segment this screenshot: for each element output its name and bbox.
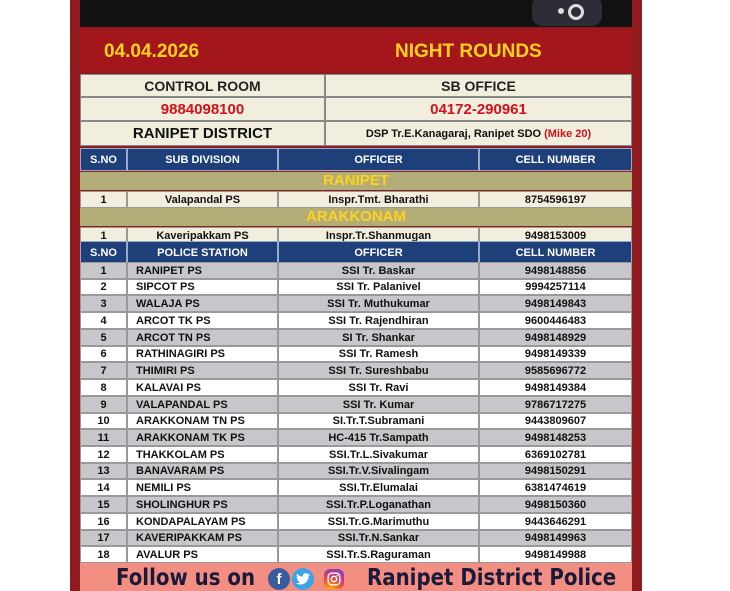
row-officer: SSI.Tr.P.Loganathan	[278, 496, 479, 513]
table-row	[80, 279, 632, 295]
table-row	[80, 329, 632, 346]
table-row	[80, 496, 632, 513]
row-cell-number: 9498149963	[479, 530, 632, 546]
row-cell-number: 9498148253	[479, 429, 632, 446]
row-place: ARCOT TN PS	[127, 329, 278, 346]
row-officer: SSI Tr. Sureshbabu	[278, 362, 479, 379]
table-row	[80, 479, 632, 496]
row-sno: 17	[80, 530, 127, 546]
row-officer: SSI Tr. Palanivel	[278, 279, 479, 295]
row-place: KAVERIPAKKAM PS	[127, 530, 278, 546]
row-officer: SSI Tr. Ravi	[278, 379, 479, 396]
section-title: RANIPET	[80, 172, 632, 190]
row-cell-number: 6369102781	[479, 446, 632, 463]
instagram-icon[interactable]	[324, 569, 344, 589]
table-row	[80, 312, 632, 329]
row-cell-number: 9498153009	[479, 227, 632, 244]
row-cell-number: 9994257114	[479, 279, 632, 295]
control-room-label: CONTROL ROOM	[80, 74, 325, 97]
row-officer: SI Tr. Shankar	[278, 329, 479, 346]
row-place: NEMILI PS	[127, 479, 278, 496]
row-sno: 6	[80, 346, 127, 362]
row-cell-number: 9498149384	[479, 379, 632, 396]
row-officer: SSI Tr. Muthukumar	[278, 295, 479, 312]
row-place: BANAVARAM PS	[127, 463, 278, 479]
column-header: OFFICER	[278, 241, 479, 264]
row-sno: 1	[80, 262, 127, 279]
row-place: WALAJA PS	[127, 295, 278, 312]
row-cell-number: 8754596197	[479, 191, 632, 208]
row-officer: SSI.Tr.L.Sivakumar	[278, 446, 479, 463]
row-sno: 8	[80, 379, 127, 396]
table-row	[80, 379, 632, 396]
contact-labels-row	[80, 74, 632, 97]
column-header: CELL NUMBER	[479, 148, 632, 171]
row-sno: 14	[80, 479, 127, 496]
row-place: SHOLINGHUR PS	[127, 496, 278, 513]
row-place: RANIPET PS	[127, 262, 278, 279]
row-officer: SSI.Tr.G.Marimuthu	[278, 513, 479, 530]
table-header-row	[80, 241, 632, 264]
table-row	[80, 295, 632, 312]
table-row	[80, 546, 632, 563]
column-header: S.NO	[80, 148, 127, 171]
row-cell-number: 9498150360	[479, 496, 632, 513]
row-sno: 5	[80, 329, 127, 346]
row-sno: 3	[80, 295, 127, 312]
row-sno: 13	[80, 463, 127, 479]
row-cell-number: 9443646291	[479, 513, 632, 530]
row-cell-number: 9600446483	[479, 312, 632, 329]
row-place: KONDAPALAYAM PS	[127, 513, 278, 530]
control-room-phone: 9884098100	[80, 97, 325, 121]
row-officer: SSI.Tr.S.Raguraman	[278, 546, 479, 563]
column-header: SUB DIVISION	[127, 148, 278, 171]
column-header: S.NO	[80, 241, 127, 264]
table-row	[80, 346, 632, 362]
row-place: SIPCOT PS	[127, 279, 278, 295]
table-row	[80, 513, 632, 530]
row-sno: 1	[80, 227, 127, 244]
row-cell-number: 9498149843	[479, 295, 632, 312]
row-sno: 11	[80, 429, 127, 446]
police-equipment-image	[532, 0, 602, 26]
row-place: Valapandal PS	[127, 191, 278, 208]
row-cell-number: 9498148856	[479, 262, 632, 279]
top-banner-image	[80, 0, 632, 27]
row-officer: Inspr.Tr.Shanmugan	[278, 227, 479, 244]
dsp-name: DSP Tr.E.Kanagaraj, Ranipet SDO	[365, 127, 542, 140]
row-officer: SSI.Tr.N.Sankar	[278, 530, 479, 546]
table-row	[80, 191, 632, 208]
row-sno: 10	[80, 413, 127, 429]
table-row	[80, 530, 632, 546]
header-bar	[80, 29, 632, 72]
row-sno: 15	[80, 496, 127, 513]
report-title: NIGHT ROUNDS	[395, 41, 542, 62]
row-sno: 12	[80, 446, 127, 463]
footer-handle: Ranipet District Police	[367, 565, 617, 591]
row-place: Kaveripakkam PS	[127, 227, 278, 244]
row-cell-number: 9498149339	[479, 346, 632, 362]
row-cell-number: 6381474619	[479, 479, 632, 496]
row-place: ARCOT TK PS	[127, 312, 278, 329]
table-row	[80, 396, 632, 413]
table-row	[80, 463, 632, 479]
footer-banner	[80, 563, 632, 591]
row-place: VALAPANDAL PS	[127, 396, 278, 413]
district-row	[80, 121, 632, 146]
row-place: ARAKKONAM TN PS	[127, 413, 278, 429]
row-cell-number: 9585696772	[479, 362, 632, 379]
row-officer: SSI.Tr.Elumalai	[278, 479, 479, 496]
row-sno: 16	[80, 513, 127, 530]
facebook-icon[interactable]: f	[268, 568, 290, 590]
sb-office-label: SB OFFICE	[325, 74, 632, 97]
table-header-row	[80, 148, 632, 171]
report-date: 04.04.2026	[104, 41, 200, 62]
row-place: AVALUR PS	[127, 546, 278, 563]
row-place: RATHINAGIRI PS	[127, 346, 278, 362]
row-sno: 7	[80, 362, 127, 379]
row-sno: 2	[80, 279, 127, 295]
row-officer: SI.Tr.T.Subramani	[278, 413, 479, 429]
table-row	[80, 413, 632, 429]
row-cell-number: 9498149988	[479, 546, 632, 563]
row-officer: SSI Tr. Ramesh	[278, 346, 479, 362]
row-cell-number: 9443809607	[479, 413, 632, 429]
twitter-icon[interactable]	[292, 568, 314, 590]
row-place: ARAKKONAM TK PS	[127, 429, 278, 446]
row-sno: 9	[80, 396, 127, 413]
row-cell-number: 9786717275	[479, 396, 632, 413]
table-row	[80, 262, 632, 279]
row-place: THIMIRI PS	[127, 362, 278, 379]
row-officer: Inspr.Tmt. Bharathi	[278, 191, 479, 208]
table-row	[80, 362, 632, 379]
row-sno: 1	[80, 191, 127, 208]
follow-us-text: Follow us on	[116, 565, 256, 591]
row-officer: SSI Tr. Baskar	[278, 262, 479, 279]
row-place: THAKKOLAM PS	[127, 446, 278, 463]
column-header: CELL NUMBER	[479, 241, 632, 264]
row-officer: HC-415 Tr.Sampath	[278, 429, 479, 446]
row-cell-number: 9498150291	[479, 463, 632, 479]
row-officer: SSI Tr. Kumar	[278, 396, 479, 413]
column-header: POLICE STATION	[127, 241, 278, 264]
contact-phones-row	[80, 97, 632, 121]
night-rounds-sheet	[70, 0, 642, 591]
row-officer: SSI Tr. Rajendhiran	[278, 312, 479, 329]
district-name: RANIPET DISTRICT	[80, 121, 325, 146]
dsp-cell	[325, 121, 632, 146]
row-place: KALAVAI PS	[127, 379, 278, 396]
column-header: OFFICER	[278, 148, 479, 171]
sb-office-phone: 04172-290961	[325, 97, 632, 121]
row-sno: 18	[80, 546, 127, 563]
table-row	[80, 446, 632, 463]
table-row	[80, 429, 632, 446]
section-title: ARAKKONAM	[80, 208, 632, 226]
row-cell-number: 9498148929	[479, 329, 632, 346]
row-sno: 4	[80, 312, 127, 329]
dsp-callsign: (Mike 20)	[544, 127, 592, 140]
row-officer: SSI.Tr.V.Sivalingam	[278, 463, 479, 479]
